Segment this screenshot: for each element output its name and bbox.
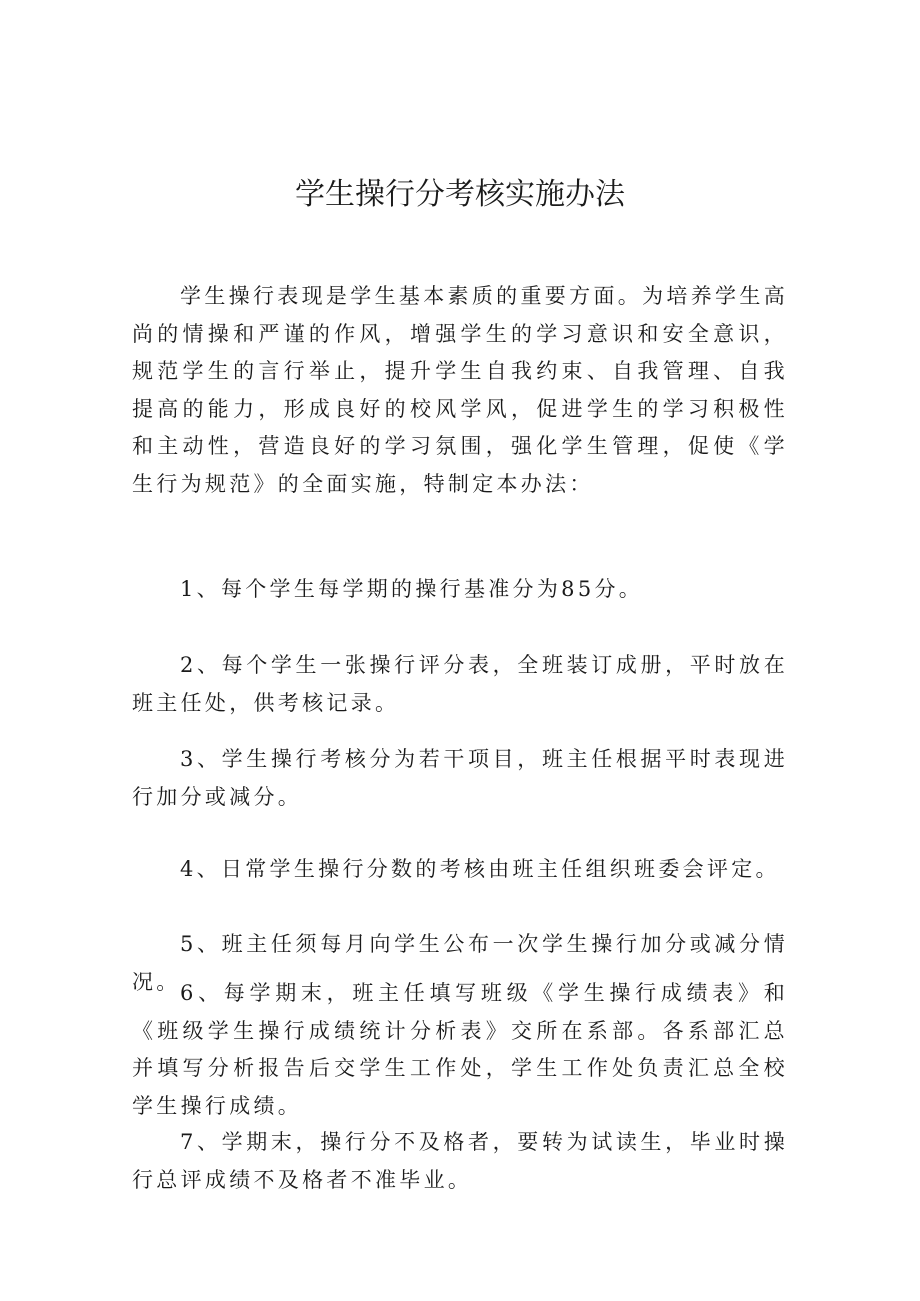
rule-item-7: 7、学期末，操行分不及格者，要转为试读生，毕业时操行总评成绩不及格者不准毕业。 xyxy=(132,1130,788,1192)
rule-item-3: 3、学生操行考核分为若干项目，班主任根据平时表现进行加分或减分。 xyxy=(132,747,788,809)
rule-item-5: 5、班主任须每月向学生公布一次学生操行加分或减分情况。 xyxy=(132,932,788,994)
rule-item-2: 2、每个学生一张操行评分表，全班装订成册，平时放在班主任处，供考核记录。 xyxy=(132,653,788,715)
document-title: 学生操行分考核实施办法 xyxy=(295,177,625,212)
rule-item-4: 4、日常学生操行分数的考核由班主任组织班委会评定。 xyxy=(180,857,780,881)
rule-item-1: 1、每个学生每学期的操行基准分为85分。 xyxy=(180,577,644,601)
rule-item-6: 6、每学期末，班主任填写班级《学生操行成绩表》和《班级学生操行成绩统计分析表》交所在系部。各系部汇总并填写分析报告后交学生工作处，学生工作处负责汇总全校学生操行成绩。 xyxy=(132,981,788,1118)
intro-paragraph: 学生操行表现是学生基本素质的重要方面。为培养学生高尚的情操和严谨的作风，增强学生的学习意识和安全意识，规范学生的言行举止，提升学生自我约束、自我管理、自我提高的能力，形成良好的校风学风，促进学生的学习积极性和主动性，营造良好的学习氛围，强化学生管理，促使《学生行为规范》的全面实施，特制定本办法： xyxy=(132,284,788,496)
